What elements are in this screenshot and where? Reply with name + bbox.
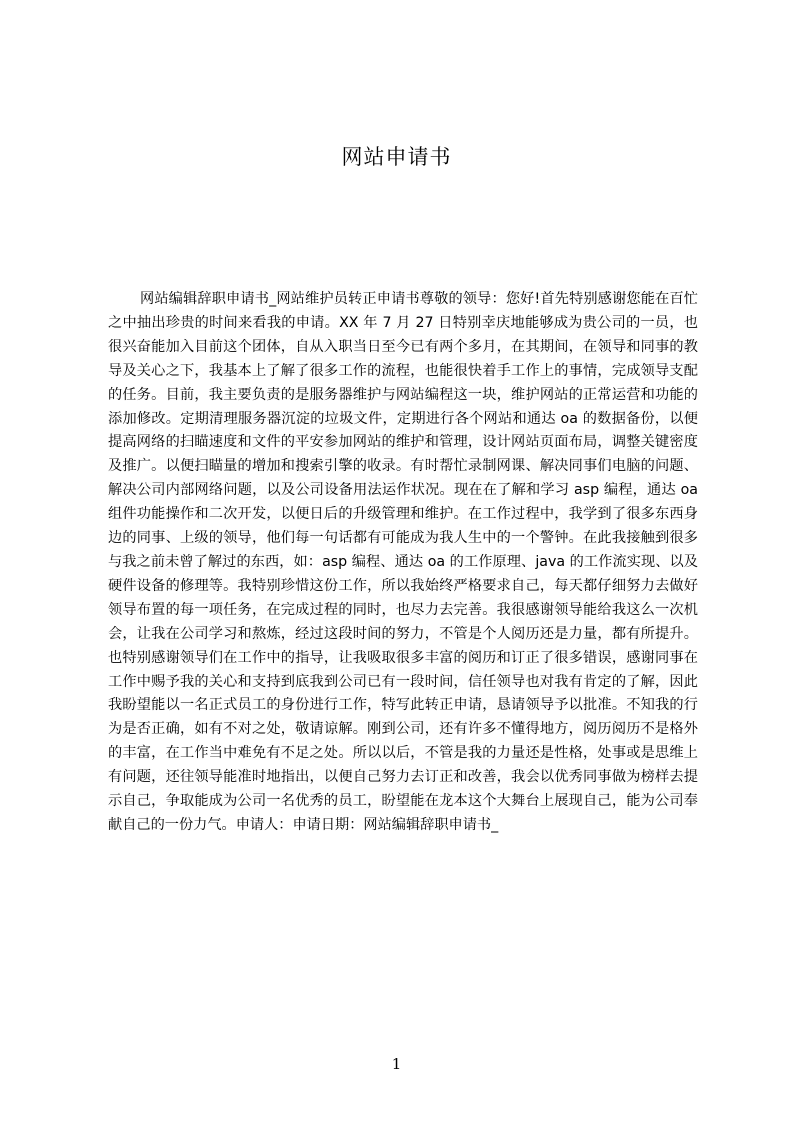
page-number: 1 bbox=[391, 1055, 402, 1073]
body-paragraph: 网站编辑辞职申请书_网站维护员转正申请书尊敬的领导：您好!首先特别感谢您能在百忙之中抽出珍贵的时间来看我的申请。XX 年 7 月 27 日特别幸庆地能够成为贵公司的一员，也很兴奋能加入目前这个团体，自从入职当日至今已有两个多月，在其期间，在领导和同事的教导及关心之下，我基本上了解了很多工作的流程，也能很快着手工作上的事情，完成领导支配的任务。目前，我主要负责的是服务器维护与网站编程这一块，维护网站的正常运营和功能的添加修改。定期清理服务器沉淀的垃圾文件，定期进行各个网站和通达 oa 的数据备份，以便提高网络的扫瞄速度和文件的平安参加网站的维护和管理，设计网站页面布局，调整关键密度及推广。以便扫瞄量的增加和搜索引擎的收录。有时帮忙录制网课、解决同事们电脑的问题、解决公司内部网络问题，以及公司设备用法运作状况。现在在了解和学习 asp 编程，通达 oa 组件功能操作和二次开发，以便日后的升级管理和维护。在工作过程中，我学到了很多东西身边的同事、上级的领导，他们每一句话都有可能成为我人生中的一个警钟。在此我接触到很多与我之前未曾了解过的东西，如：asp 编程、通达 oa 的工作原理、java 的工作流实现、以及硬件设备的修理等。我特别珍惜这份工作，所以我始终严格要求自己，每天都仔细努力去做好领导布置的每一项任务，在完成过程的同时，也尽力去完善。我很感谢领导能给我这么一次机会，让我在公司学习和熬炼，经过这段时间的努力，不管是个人阅历还是力量，都有所提升。也特别感谢领导们在工作中的指导，让我吸取很多丰富的阅历和订正了很多错误，感谢同事在工作中赐予我的关心和支持到底我到公司已有一段时间，信任领导也对我有肯定的了解，因此我盼望能以一名正式员工的身份进行工作，特写此转正申请，恳请领导予以批准。不知我的行为是否正确，如有不对之处，敬请谅解。刚到公司，还有许多不懂得地方，阅历阅历不是格外的丰富，在工作当中难免有不足之处。所以以后，不管是我的力量还是性格，处事或是思维上有问题，还往领导能准时地指出，以便自己努力去订正和改善，我会以优秀同事做为榜样去提示自己，争取能成为公司一名优秀的员工，盼望能在龙本这个大舞台上展现自己，能为公司奉献自己的一份力气。申请人：申请日期：网站编辑辞职申请书_ bbox=[108, 291, 698, 833]
page-title: 网站申请书 bbox=[341, 145, 452, 169]
